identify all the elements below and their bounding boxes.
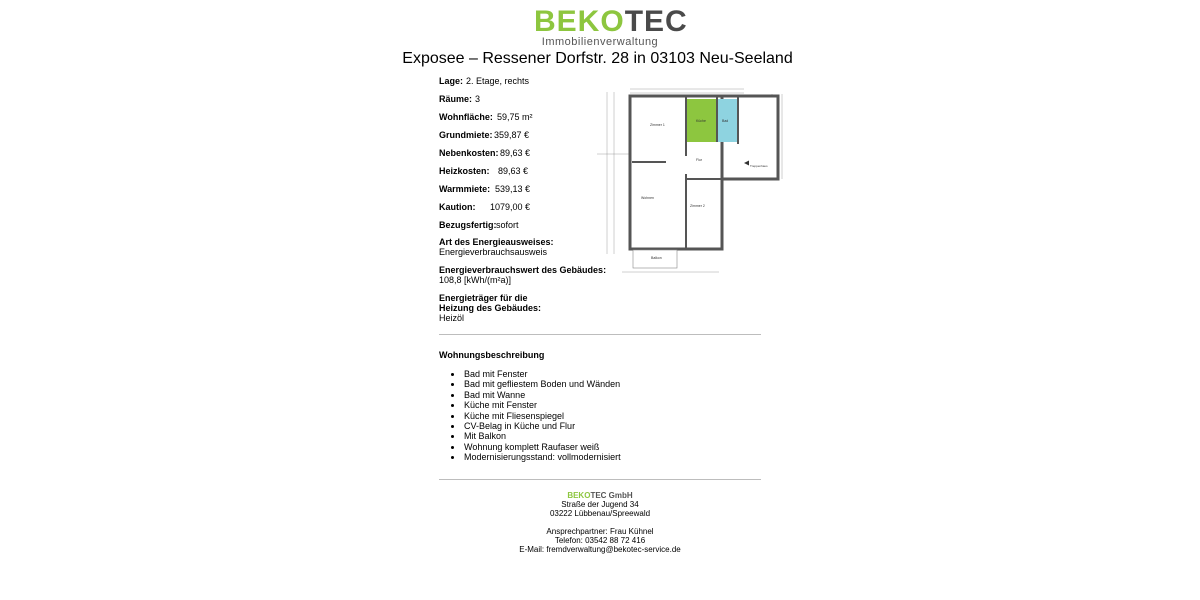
divider-bottom xyxy=(439,479,761,480)
fact-lage: Lage: 2. Etage, rechts xyxy=(439,76,530,86)
plan-label-zimmer1: Zimmer 1 xyxy=(650,123,665,127)
description-list xyxy=(464,369,621,463)
footer-street: Straße der Jugend 34 xyxy=(561,500,639,509)
description-title: Wohnungsbeschreibung xyxy=(439,350,545,360)
footer-address xyxy=(439,491,761,518)
energy-consumption-value: Energieverbrauchswert des Gebäudes: 108,8 [kWh/(m²a)] xyxy=(439,265,607,285)
list-item: Bad mit gefliestem Boden und Wänden xyxy=(464,379,621,390)
list-item: Bad mit Fenster xyxy=(464,369,621,379)
fact-raeume: Räume: 3 xyxy=(439,94,481,104)
divider-top xyxy=(439,334,761,335)
fact-grundmiete: Grundmiete: 359,87 € xyxy=(439,130,530,140)
list-item: Modernisierungsstand: vollmodernisiert xyxy=(464,452,621,463)
plan-label-bad: Bad xyxy=(722,119,729,123)
plan-label-flur: Flur xyxy=(696,158,703,162)
list-item: Mit Balkon xyxy=(464,431,621,441)
footer-phone: Telefon: 03542 88 72 416 xyxy=(554,536,646,545)
energy-certificate-type: Art des Energieausweises: Energieverbrauchsausweis xyxy=(439,237,554,257)
fact-bezugsfertig: Bezugsfertig: sofort xyxy=(439,220,519,230)
plan-label-zimmer2: Zimmer 2 xyxy=(690,204,705,208)
list-item: Wohnung komplett Raufaser weiß xyxy=(464,442,621,452)
plan-label-balkon: Balkon xyxy=(651,256,662,260)
plan-label-treppenhaus: Treppenhaus xyxy=(750,164,768,168)
list-item: Küche mit Fliesenspiegel xyxy=(464,411,621,421)
logo-subtitle: Immobilienverwaltung xyxy=(541,36,659,48)
fact-nebenkosten: Nebenkosten: 89,63 € xyxy=(439,148,531,158)
list-item: Küche mit Fenster xyxy=(464,400,621,410)
plan-label-wohnen: Wohnen xyxy=(641,196,654,200)
list-item: Bad mit Wanne xyxy=(464,390,621,400)
fact-heizkosten: Heizkosten: 89,63 € xyxy=(439,166,529,176)
fact-wohnflaeche: Wohnfläche: 59,75 m² xyxy=(439,112,533,122)
list-item: CV-Belag in Küche und Flur xyxy=(464,421,621,431)
fact-kaution: Kaution: 1079,00 € xyxy=(439,202,531,212)
footer-contact-person: Ansprechpartner: Frau Kühnel xyxy=(546,527,654,536)
floor-plan xyxy=(594,84,788,280)
plan-label-kueche: Küche xyxy=(696,119,706,123)
logo-wordmark: BEKOTEC xyxy=(534,5,688,38)
footer-company: BEKOTEC GmbH xyxy=(567,491,633,500)
page-title: Exposee – Ressener Dorfstr. 28 in 03103 Neu-Seeland xyxy=(402,50,793,67)
footer-city: 03222 Lübbenau/Spreewald xyxy=(549,509,651,518)
footer-contact xyxy=(439,527,761,554)
fact-warmmiete: Warmmiete: 539,13 € xyxy=(439,184,531,194)
footer-email[interactable]: E-Mail: fremdverwaltung@bekotec-service.de xyxy=(519,545,681,554)
company-logo xyxy=(534,5,688,48)
energy-heating-source: Energieträger für die Heizung des Gebäudes: Heizöl xyxy=(439,293,542,323)
